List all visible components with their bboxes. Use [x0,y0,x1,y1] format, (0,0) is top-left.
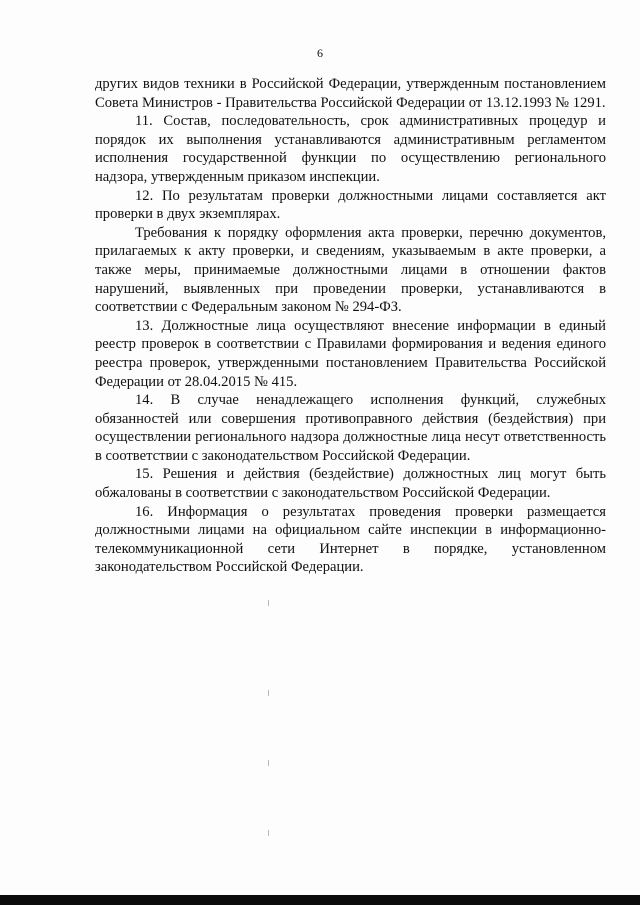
scan-speck [268,600,269,606]
paragraph-continuation: других видов техники в Российской Федерации, утвержденным постановлением Совета Министров - Правительства Российской Федерации от 13.12.1993 № 1291. [95,76,606,111]
paragraph-12-requirements: Требования к порядку оформления акта проверки, перечню документов, прилагаемых к акту проверки, и сведениям, указываемым в акте проверки, а также меры, принимаемые должностными лицами в отношении фактов нарушений, выявленных при проведении проверки, устанавливаются в соответствии с Федеральным законом № 294-ФЗ. [95,224,606,316]
scan-speck [268,760,269,766]
scan-bottom-edge [0,895,640,905]
paragraph-11: 11. Состав, последовательность, срок административных процедур и порядок их выполнения устанавливаются административным регламентом исполнения государственной функции по осуществлению регионального надзора, утвержденным приказом инспекции. [95,113,606,185]
page-number: 6 [317,46,323,60]
paragraph-12: 12. По результатам проверки должностными лицами составляется акт проверки в двух экземплярах. [95,187,606,223]
scan-speck [268,690,269,696]
paragraph-14: 14. В случае ненадлежащего исполнения функций, служебных обязанностей или совершения противоправного действия (бездействия) при осуществлении регионального надзора должностные лица несут ответственность в соответствии с законодательством Российской Федерации. [95,392,606,464]
paragraph-13: 13. Должностные лица осуществляют внесение информации в единый реестр проверок в соответствии с Правилами формирования и ведения единого реестра проверок, утвержденными постановлением Правительства Российской Федерации от 28.04.2015 № 415. [95,317,606,390]
paragraph-16: 16. Информация о результатах проведения проверки размещается должностными лицами на официальном сайте инспекции в информационно-телекоммуникационной сети Интернет в порядке, установленном законодательством Российской Федерации. [95,503,606,576]
document-body [95,75,606,577]
paragraph-15: 15. Решения и действия (бездействие) должностных лиц могут быть обжалованы в соответствии с законодательством Российской Федерации. [95,466,606,502]
scan-speck [268,830,269,836]
